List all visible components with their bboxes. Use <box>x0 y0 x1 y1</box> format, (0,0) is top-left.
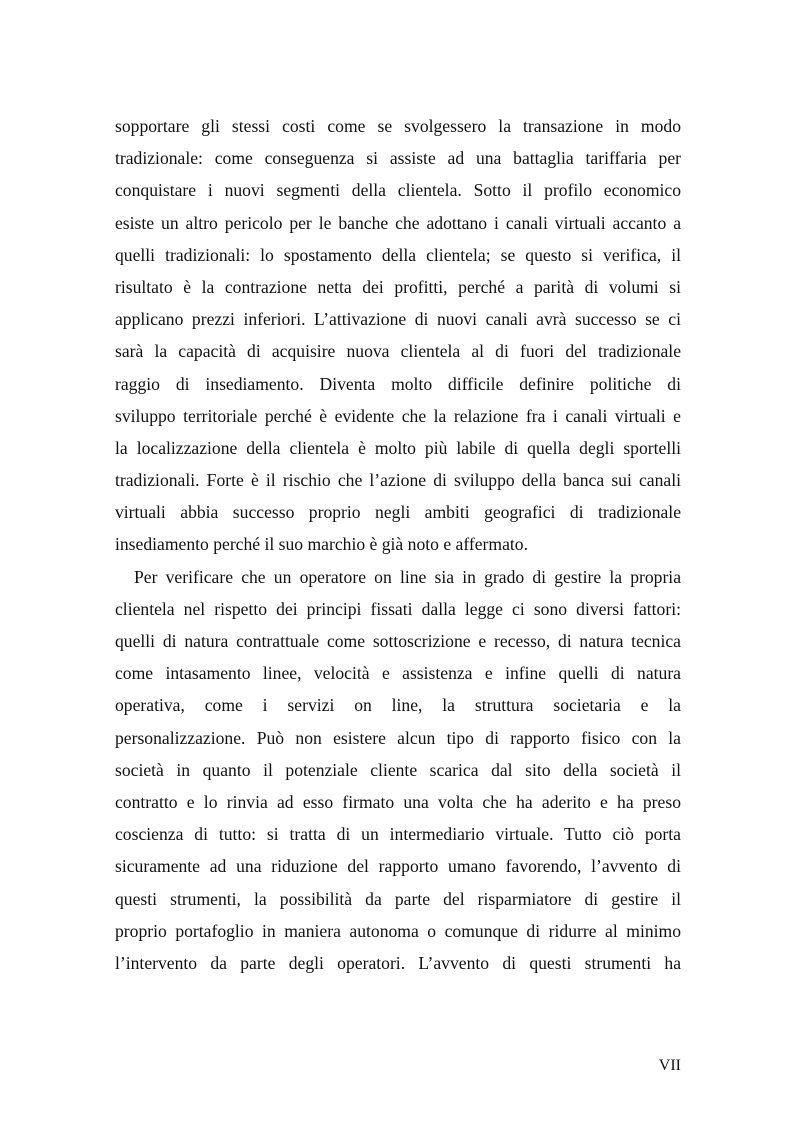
text-line: sarà la capacità di acquisire nuova clientela al di fuori del tradizionale <box>115 341 681 362</box>
text-line: sicuramente ad una riduzione del rapporto umano favorendo, l’avvento di <box>115 856 681 877</box>
text-line: tradizionale: come conseguenza si assiste ad una battaglia tariffaria per <box>115 148 681 169</box>
body-text <box>115 110 681 979</box>
text-line: quelli tradizionali: lo spostamento della clientela; se questo si verifica, il <box>115 244 681 265</box>
paragraph-2 <box>115 561 681 979</box>
text-line: conquistare i nuovi segmenti della clientela. Sotto il profilo economico <box>115 180 681 201</box>
paragraph-1 <box>115 110 681 561</box>
text-line: proprio portafoglio in maniera autonoma o comunque di ridurre al minimo <box>115 920 681 941</box>
text-line: come intasamento linee, velocità e assistenza e infine quelli di natura <box>115 663 681 684</box>
text-line: quelli di natura contrattuale come sottoscrizione e recesso, di natura tecnica <box>115 631 681 651</box>
text-line: società in quanto il potenziale cliente scarica dal sito della società il <box>115 759 681 780</box>
text-line: la localizzazione della clientela è molto più labile di quella degli sportelli <box>115 437 681 458</box>
text-line: coscienza di tutto: si tratta di un intermediario virtuale. Tutto ciò porta <box>115 824 681 845</box>
text-line: sopportare gli stessi costi come se svolgessero la transazione in modo <box>115 116 681 136</box>
text-line: insediamento perché il suo marchio è già noto e affermato. <box>115 534 528 555</box>
text-line: virtuali abbia successo proprio negli ambiti geografici di tradizionale <box>115 502 681 523</box>
text-line: operativa, come i servizi on line, la struttura societaria e la <box>115 695 681 716</box>
text-line: clientela nel rispetto dei principi fissati dalla legge ci sono diversi fattori: <box>115 598 681 619</box>
text-line: esiste un altro pericolo per le banche che adottano i canali virtuali accanto a <box>115 212 681 233</box>
text-line: sviluppo territoriale perché è evidente che la relazione fra i canali virtuali e <box>115 405 681 426</box>
text-line: Per verificare che un operatore on line sia in grado di gestire la propria <box>134 566 681 587</box>
text-line: contratto e lo rinvia ad esso firmato una volta che ha aderito e ha preso <box>115 791 681 812</box>
text-line: personalizzazione. Può non esistere alcun tipo di rapporto fisico con la <box>115 727 681 748</box>
text-line: raggio di insediamento. Diventa molto difficile definire politiche di <box>115 373 681 394</box>
text-line: questi strumenti, la possibilità da parte del risparmiatore di gestire il <box>115 888 681 909</box>
text-line: applicano prezzi inferiori. L’attivazione di nuovi canali avrà successo se ci <box>115 309 681 330</box>
text-line: l’intervento da parte degli operatori. L’avvento di questi strumenti ha <box>115 952 681 973</box>
page-number: VII <box>658 1057 681 1074</box>
text-line: tradizionali. Forte è il rischio che l’azione di sviluppo della banca sui canali <box>115 470 681 491</box>
text-line: risultato è la contrazione netta dei profitti, perché a parità di volumi si <box>115 276 681 297</box>
